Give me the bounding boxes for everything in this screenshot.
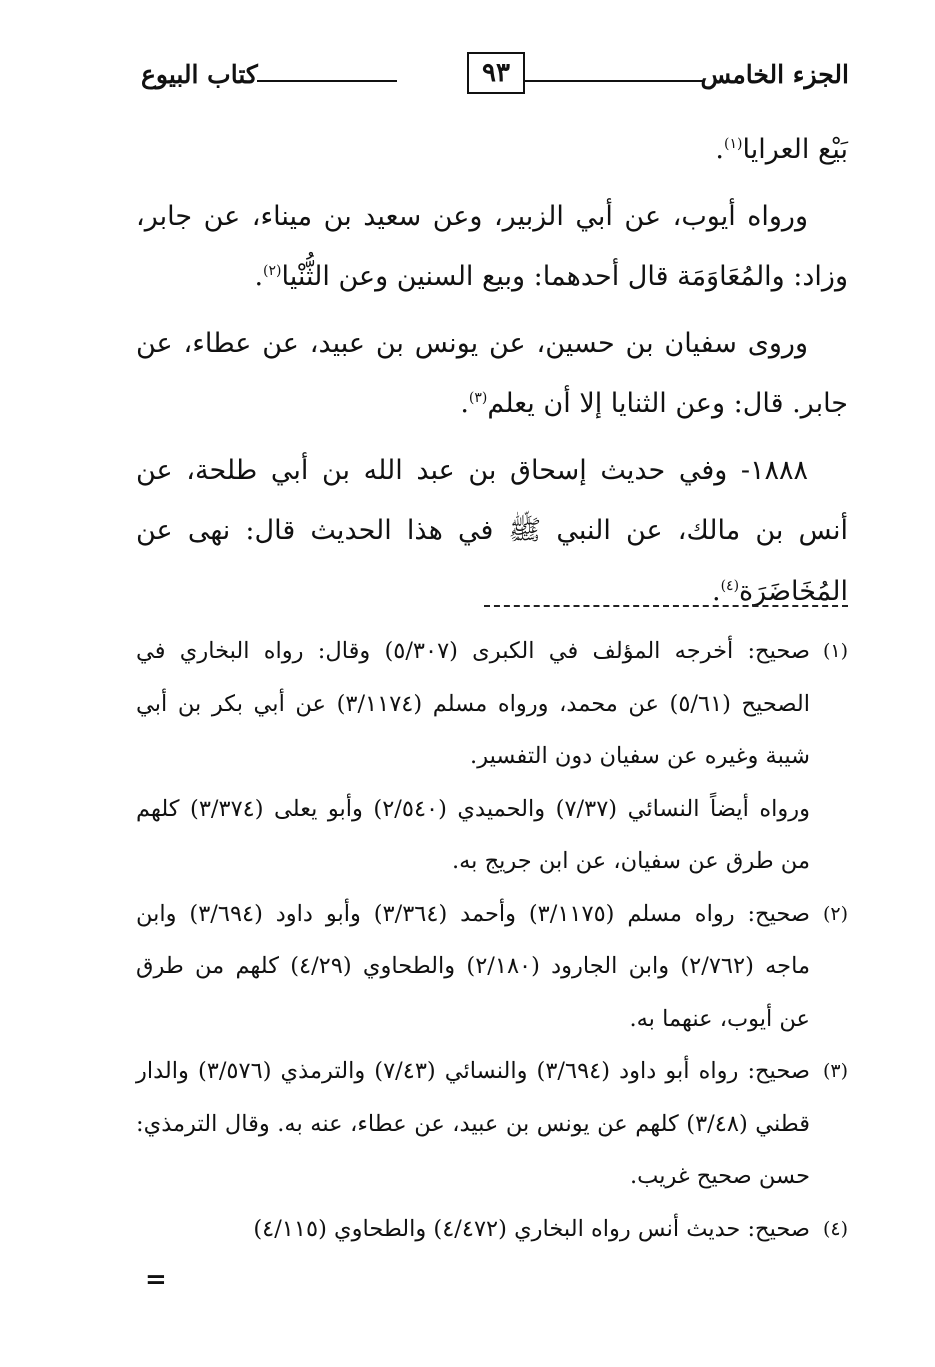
main-text [136, 120, 848, 622]
paragraph-1 [136, 120, 848, 181]
book-title: كتاب البيوع [141, 60, 258, 89]
paragraph-1-text: بَيْع العرايا [742, 134, 848, 165]
footnote-4-line-1: صحيح: حديث أنس رواه البخاري (٤/٤٧٢) والطحاوي (٤/١١٥) [253, 1215, 810, 1242]
paragraph-2-end: . [254, 261, 264, 292]
paragraph-2-text: ورواه أيوب، عن أبي الزبير، وعن سعيد بن ميناء، عن جابر، وزاد: والمُعَاوَمَة قال أحدهما: وبيع السنين وعن الثُّنْيا [136, 200, 848, 292]
footnote-number: (٣) [822, 1060, 848, 1082]
footnote-2 [136, 888, 848, 1046]
footnote-separator [484, 605, 848, 607]
header-rule-left [257, 80, 397, 82]
paragraph-1-end: . [715, 134, 725, 165]
paragraph-3-text: وروى سفيان بن حسين، عن يونس بن عبيد، عن عطاء، عن جابر. قال: وعن الثنايا إلا أن يعلم [136, 327, 848, 419]
paragraph-4 [136, 441, 848, 623]
footnote-number: (١) [822, 640, 848, 662]
paragraph-2 [136, 187, 848, 308]
footnote-ref-2: (٢) [263, 263, 282, 279]
paragraph-3 [136, 314, 848, 435]
paragraph-4-end: . [711, 575, 721, 607]
footnote-1-line-1: صحيح: أخرجه المؤلف في الكبرى (٥/٣٠٧) وقال: رواه البخاري في الصحيح (٥/٦١) عن محمد، ورواه مسلم (٣/١١٧٤) عن أبي بكر بن أبي شيبة وغيره عن سفيان دون التفسير. [136, 638, 811, 769]
paragraph-4-text: ١٨٨٨- وفي حديث إسحاق بن عبد الله بن أبي طلحة، عن أنس بن مالك، عن النبي ﷺ في هذا الحديث قال: نهى عن المُخَاضَرَة [136, 454, 848, 607]
footnote-number: (٢) [822, 902, 848, 925]
footnote-3 [136, 1045, 848, 1203]
footnote-ref-3: (٣) [468, 390, 488, 406]
page-number-text: ٩٣ [482, 58, 510, 88]
header-rule-right [524, 80, 704, 82]
footnote-ref-1: (١) [724, 136, 743, 152]
page-header [135, 52, 849, 98]
footnote-1-line-2: ورواه أيضاً النسائي (٧/٣٧) والحميدي (٢/٥٤٠) وأبو يعلى (٣/٣٧٤) كلهم من طرق عن سفيان، عن ابن جريج به. [136, 795, 811, 874]
continuation-mark: = [145, 1265, 167, 1295]
footnotes [136, 625, 848, 1255]
volume-title: الجزء الخامس [700, 60, 849, 89]
paragraph-3-end: . [460, 388, 469, 419]
page-number [467, 52, 525, 94]
footnote-3-line-1: صحيح: رواه أبو داود (٣/٦٩٤) والنسائي (٧/٤٣) والترمذي (٣/٥٧٦) والدار قطني (٣/٤٨) كلهم عن يونس بن عبيد، عن عطاء، عنه به. وقال الترمذي: حسن صحيح غريب. [136, 1058, 811, 1189]
footnote-1 [136, 625, 848, 888]
footnote-number: (٤) [822, 1217, 848, 1240]
footnote-ref-4: (٤) [720, 577, 740, 594]
footnote-2-line-1: صحيح: رواه مسلم (٣/١١٧٥) وأحمد (٣/٣٦٤) وأبو داود (٣/٦٩٤) وابن ماجه (٢/٧٦٢) وابن الجارود (٢/١٨٠) والطحاوي (٤/٢٩) كلهم من طرق عن أيوب، عنهما به. [136, 900, 811, 1032]
footnote-4 [136, 1203, 848, 1256]
